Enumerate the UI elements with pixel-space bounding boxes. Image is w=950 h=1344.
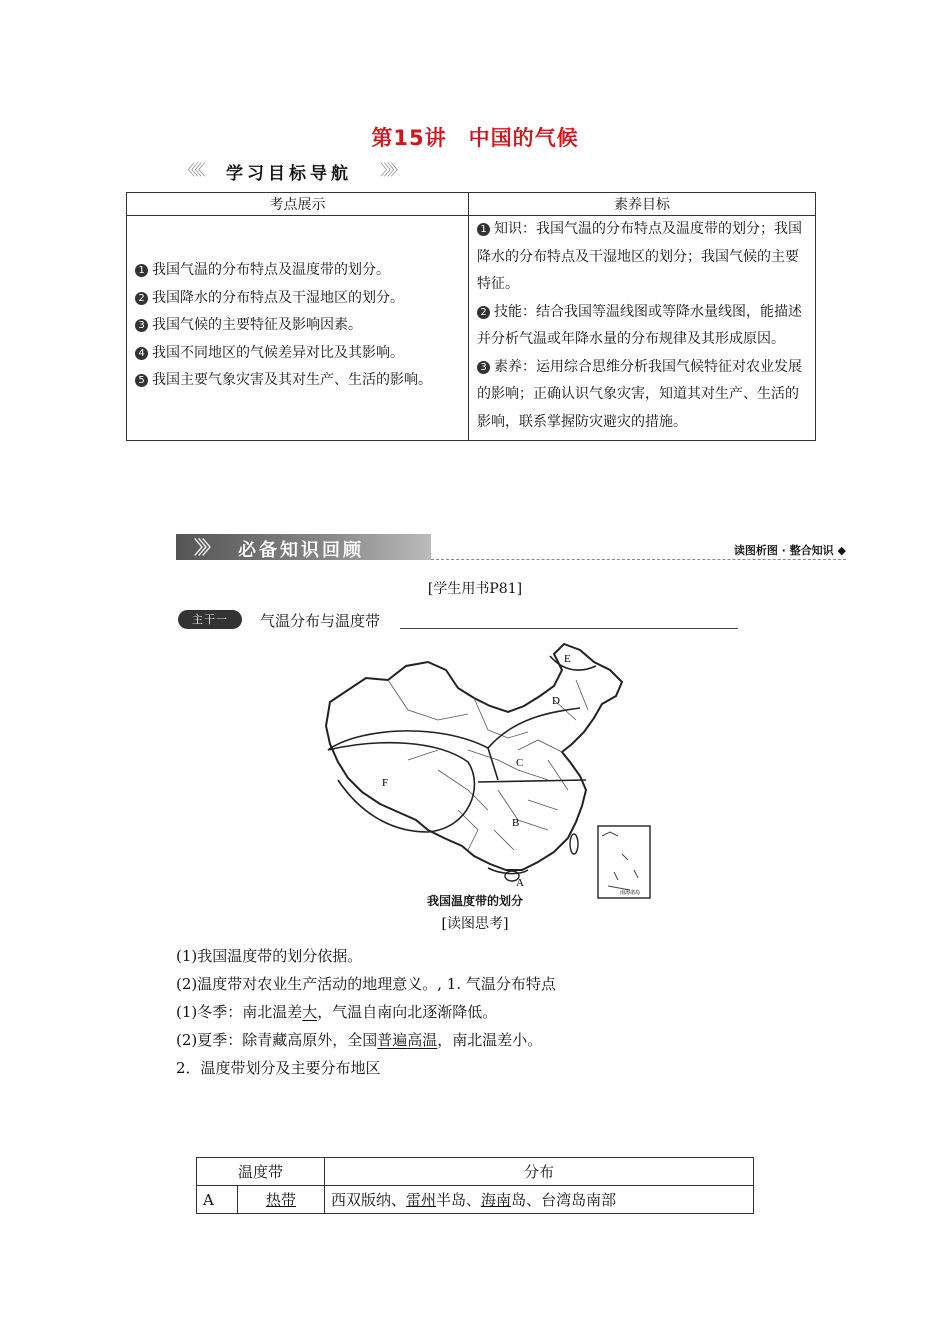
literacy-item: 2 技能：结合我国等温线图或等降水量线图，能描述并分析气温或年降水量的分布规律及其形成原因。 xyxy=(477,303,802,347)
number-2-icon: 2 xyxy=(477,306,490,319)
book-reference: [学生用书P81] xyxy=(427,581,523,597)
region-label-a: A xyxy=(516,877,524,889)
summer-line: (2)夏季：除青藏高原外，全国普遍高温，南北温差小。 xyxy=(176,1031,543,1049)
number-3-icon: 3 xyxy=(135,319,148,332)
diamond-icon: ◆ xyxy=(837,544,846,557)
temperature-zone-map xyxy=(318,640,658,910)
goals-table xyxy=(126,192,816,441)
section-2-heading: 2．温度带划分及主要分布地区 xyxy=(176,1059,381,1077)
zone-boundary-plateau xyxy=(328,743,474,832)
goals-banner-text: 学习目标导航 xyxy=(226,164,352,184)
knowledge-banner-text: 必备知识回顾 xyxy=(238,540,364,561)
goals-right-cell xyxy=(469,216,816,441)
number-1-icon: 1 xyxy=(135,264,148,277)
number-2-icon: 2 xyxy=(135,292,148,305)
region-label-e: E xyxy=(564,653,571,665)
region-label-f: F xyxy=(382,777,389,789)
region-label-d: D xyxy=(552,695,560,707)
region-label-b: B xyxy=(512,817,520,829)
goals-header-right: 素养目标 xyxy=(469,193,816,216)
goal-item: 2 我国降水的分布特点及干湿地区的划分。 xyxy=(135,285,462,313)
goal-item: 1 我国气温的分布特点及温度带的划分。 xyxy=(135,257,462,285)
region-label-c: C xyxy=(516,757,524,769)
heading-underline xyxy=(400,628,738,629)
literacy-item: 1 知识：我国气温的分布特点及温度带的划分；我国降水的分布特点及干湿地区的划分；我国气候的主要特征。 xyxy=(477,221,802,292)
goals-banner xyxy=(180,157,420,185)
question-1: (1)我国温度带的划分依据。 xyxy=(176,947,363,965)
distribution-header: 分布 xyxy=(325,1158,754,1186)
belt-name: 热带 xyxy=(237,1186,324,1214)
temperature-belt-table xyxy=(196,1157,754,1214)
china-outline xyxy=(326,644,622,870)
number-3-icon: 3 xyxy=(477,361,490,374)
belt-letter: A xyxy=(197,1186,238,1214)
question-2: (2)温度带对农业生产活动的地理意义。, 1. 气温分布特点 xyxy=(176,975,556,993)
trunk-heading xyxy=(178,610,748,632)
page-title: 第15讲 中国的气候 xyxy=(371,126,579,150)
chevron-left-icon: 〈〈〈〈 xyxy=(180,161,202,179)
trunk-pill: 主干一 xyxy=(178,610,242,629)
inset-label: 南海诸岛 xyxy=(620,890,641,896)
goal-item: 4 我国不同地区的气候差异对比及其影响。 xyxy=(135,340,462,368)
dashed-divider xyxy=(431,559,846,560)
knowledge-banner xyxy=(176,530,848,564)
chevron-right-icon: 〉〉〉〉 xyxy=(380,161,402,179)
belt-distribution: 西双版纳、雷州半岛、海南岛、台湾岛南部 xyxy=(325,1186,754,1214)
goals-header-left: 考点展示 xyxy=(127,193,469,216)
goals-left-cell xyxy=(127,216,469,441)
literacy-item: 3 素养：运用综合思维分析我国气候特征对农业发展的影响；正确认识气象灾害，知道其对生产、生活的影响，联系掌握防灾避灾的措施。 xyxy=(477,358,802,430)
number-5-icon: 5 xyxy=(135,374,148,387)
number-4-icon: 4 xyxy=(135,347,148,360)
body-text xyxy=(176,942,556,1082)
read-think-label: [读图思考] xyxy=(441,916,509,932)
goal-item: 5 我国主要气象灾害及其对生产、生活的影响。 xyxy=(135,367,462,395)
taiwan-island xyxy=(570,834,578,854)
map-caption: 我国温度带的划分 [读图思考] xyxy=(0,912,950,933)
south-china-sea-inset xyxy=(598,826,650,898)
trunk-title: 气温分布与温度带 xyxy=(260,612,381,630)
winter-line: (1)冬季：南北温差大，气温自南向北逐渐降低。 xyxy=(176,1003,498,1021)
goal-item: 3 我国气候的主要特征及影响因素。 xyxy=(135,312,462,340)
double-chevron-icon: 〉〉〉 xyxy=(194,538,215,559)
belt-header: 温度带 xyxy=(197,1158,325,1186)
number-1-icon: 1 xyxy=(477,223,490,236)
zone-boundary-qinling xyxy=(478,780,586,782)
knowledge-tag: 读图析图 · 整合知识 ◆ xyxy=(733,544,846,557)
